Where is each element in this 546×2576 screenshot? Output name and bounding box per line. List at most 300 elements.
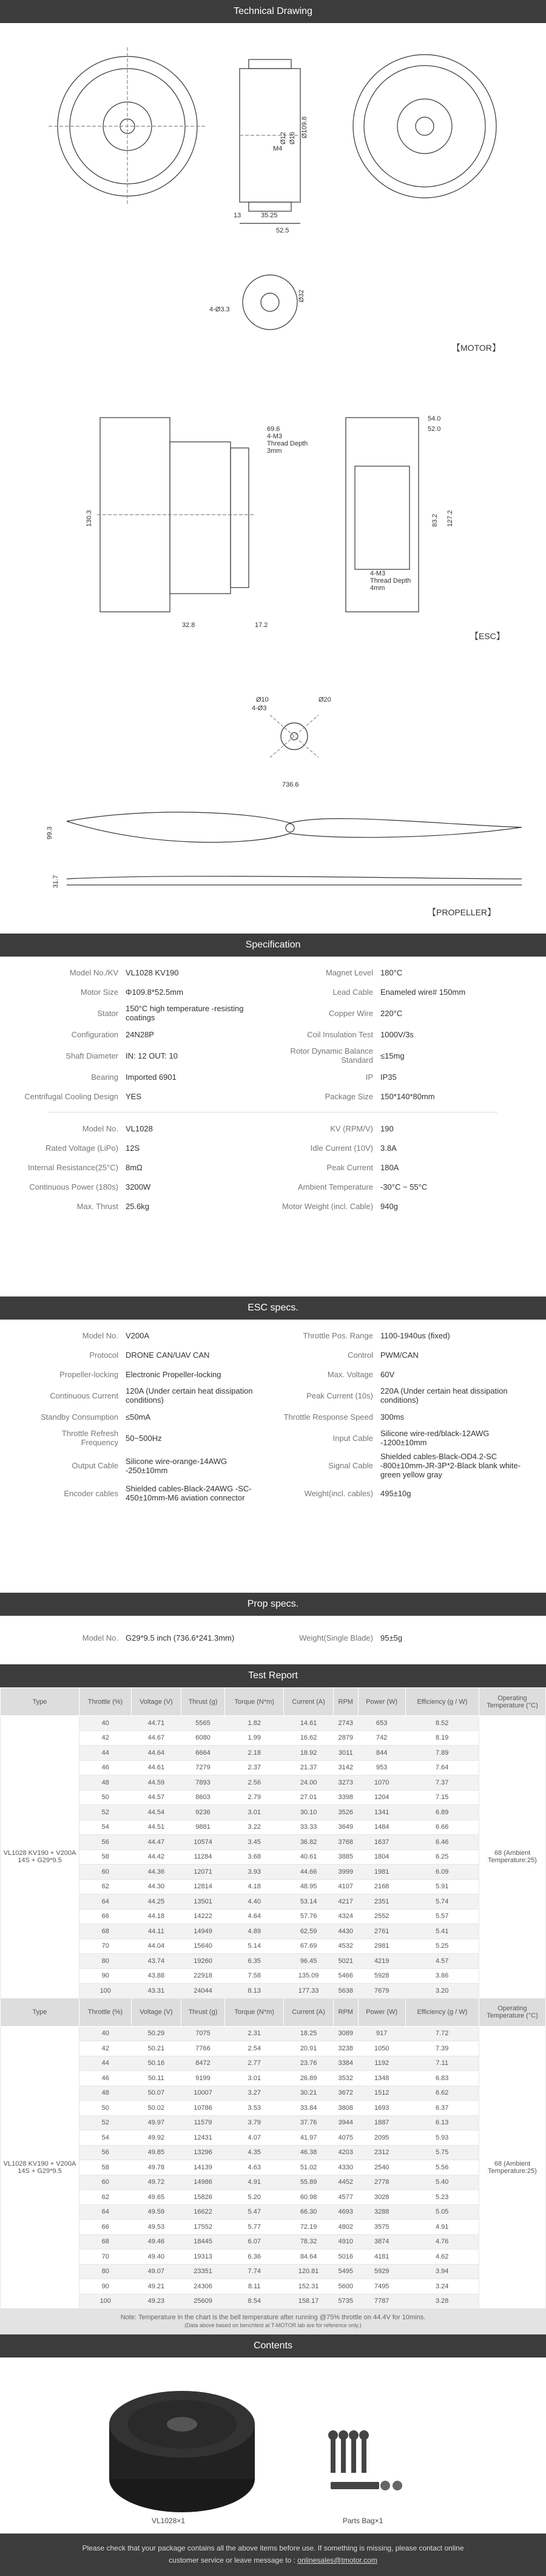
table-cell: 7.11 [405, 2056, 479, 2071]
table-cell: 4693 [333, 2205, 358, 2220]
table-cell: 4324 [333, 1909, 358, 1924]
spec-value: Shielded cables-Black-OD4.2-SC -800±10mm-JR-3P*2-Black blank white-green yellow gray [380, 1452, 521, 1479]
spec-key: Throttle Response Speed [283, 1412, 373, 1422]
table-cell: 5021 [333, 1954, 358, 1969]
table-cell: 8472 [181, 2056, 225, 2071]
table-cell: 66.30 [284, 2205, 334, 2220]
table-cell: 7766 [181, 2041, 225, 2056]
table-row [1, 1968, 546, 1984]
spec-row [24, 1326, 267, 1345]
table-cell: 5600 [333, 2279, 358, 2294]
spec-key: Throttle Refresh Frequency [61, 1429, 118, 1447]
spec-key: Output Cable [72, 1461, 118, 1470]
spec-key: Rated Voltage (LiPo) [46, 1143, 118, 1153]
spec-row [279, 1196, 522, 1216]
spec-key: Model No./KV [69, 968, 118, 977]
table-cell: 23.76 [284, 2056, 334, 2071]
table-cell: 3.93 [225, 1865, 284, 1880]
table-row [1, 2071, 546, 2086]
table-cell: 24306 [181, 2279, 225, 2294]
spec-row [279, 1067, 522, 1086]
spec-row [24, 1628, 267, 1647]
table-cell: 7787 [358, 2294, 405, 2309]
column-header: Power (W) [358, 1688, 405, 1716]
table-cell: 2540 [358, 2160, 405, 2175]
technical-drawing-svg [0, 23, 546, 934]
table-cell: 66 [79, 1909, 132, 1924]
table-cell: 3885 [333, 1849, 358, 1865]
table-cell: 13296 [181, 2145, 225, 2160]
table-cell: 9881 [181, 1820, 225, 1835]
column-header: Power (W) [358, 1998, 405, 2026]
table-cell: 4330 [333, 2160, 358, 2175]
column-header: Thrust (g) [181, 1688, 225, 1716]
spec-value: 220°C [380, 1008, 403, 1018]
motor-dim-52.5: 52.5 [276, 227, 289, 234]
table-cell: 4577 [333, 2190, 358, 2205]
table-cell: 50.07 [131, 2086, 181, 2101]
table-cell: 1887 [358, 2115, 405, 2130]
spec-row [24, 1364, 267, 1384]
table-cell: 2981 [358, 1939, 405, 1954]
table-cell: 44.64 [131, 1746, 181, 1761]
table-cell: 19260 [181, 1954, 225, 1969]
spec-row [24, 1196, 267, 1216]
table-cell: 60.98 [284, 2190, 334, 2205]
table-cell: 6.83 [405, 2071, 479, 2086]
prop-dim-736.6: 736.6 [282, 781, 299, 788]
motor-base-view [243, 275, 297, 330]
table-row [1, 2160, 546, 2175]
table-cell: 7.74 [225, 2264, 284, 2279]
table-cell: 20.91 [284, 2041, 334, 2056]
table-cell: 44.42 [131, 1849, 181, 1865]
table-row [1, 1746, 546, 1761]
table-cell: 46 [79, 1760, 132, 1775]
table-row [1, 2115, 546, 2130]
spec-row [24, 1067, 267, 1086]
table-cell: 6.46 [405, 1835, 479, 1850]
spec-value: PWM/CAN [380, 1350, 419, 1360]
table-cell: 49.78 [131, 2160, 181, 2175]
table-cell: 2168 [358, 1879, 405, 1894]
table-cell: 3.20 [405, 1984, 479, 1999]
table-row [1, 1760, 546, 1775]
table-cell: 2.37 [225, 1760, 284, 1775]
table-cell: 52 [79, 2115, 132, 2130]
table-cell: 6.25 [405, 1849, 479, 1865]
table-cell: 18.92 [284, 1746, 334, 1761]
table-cell: 43.31 [131, 1984, 181, 1999]
table-cell: 50 [79, 1790, 132, 1805]
spec-row [279, 1044, 522, 1067]
spec-value: VL1028 KV190 [126, 968, 179, 977]
table-cell: 16622 [181, 2205, 225, 2220]
table-cell: 4.35 [225, 2145, 284, 2160]
prop-specs-header: Prop specs. [0, 1593, 546, 1616]
table-row [1, 1924, 546, 1939]
table-cell: 4.07 [225, 2130, 284, 2146]
table-cell: 7.37 [405, 1775, 479, 1791]
table-cell: 12431 [181, 2130, 225, 2146]
spec-key: Coil Insulation Test [307, 1029, 373, 1039]
table-cell: 48 [79, 2086, 132, 2101]
table-cell: 56 [79, 1835, 132, 1850]
spec-row [24, 1086, 267, 1106]
table-cell: 6.62 [405, 2086, 479, 2101]
table-cell: 120.81 [284, 2264, 334, 2279]
table-cell: 5466 [333, 1968, 358, 1984]
table-cell: 5.56 [405, 2160, 479, 2175]
motor-rear-view [353, 55, 496, 198]
spec-value: Silicone wire-red/black-12AWG -1200±10mm [380, 1429, 490, 1447]
esc-dim-17.2: 17.2 [255, 622, 268, 629]
spec-value: IN: 12 OUT: 10 [126, 1051, 178, 1060]
table-cell: 46 [79, 2071, 132, 2086]
table-cell: 44.36 [131, 1865, 181, 1880]
table-cell: 49.23 [131, 2294, 181, 2309]
spec-row [24, 1177, 267, 1196]
table-cell: 90 [79, 1968, 132, 1984]
table-cell: 158.17 [284, 2294, 334, 2309]
column-header: Torque (N*m) [225, 1998, 284, 2026]
table-cell: 5.47 [225, 2205, 284, 2220]
spec-row [279, 982, 522, 1002]
table-row [1, 1894, 546, 1910]
table-cell: 3999 [333, 1865, 358, 1880]
spec-value: 1100-1940us (fixed) [380, 1330, 450, 1340]
table-cell: 2552 [358, 1909, 405, 1924]
table-cell: 3.86 [405, 1968, 479, 1984]
motor-dim-12: Ø12 [280, 132, 287, 144]
table-cell: 3526 [333, 1805, 358, 1820]
table-cell: 44.47 [131, 1835, 181, 1850]
spec-value: 180°C [380, 968, 403, 977]
prop-dim-20: Ø20 [318, 696, 331, 703]
table-cell: 68 [79, 1924, 132, 1939]
table-cell: 50.02 [131, 2101, 181, 2116]
table-cell: 19313 [181, 2249, 225, 2265]
motor-spec2-grid [24, 1119, 522, 1216]
spec-key: Internal Resistance(25°C) [28, 1162, 118, 1172]
table-cell: 2.18 [225, 1746, 284, 1761]
note-line-1: Note: Temperature in the chart is the bell temperature after running @75% throttle on 44.4V for 10mins. [120, 2314, 426, 2321]
table-cell: 7.15 [405, 1790, 479, 1805]
table-cell: 1.82 [225, 1716, 284, 1731]
table-cell: 70 [79, 2249, 132, 2265]
table-cell: 44.11 [131, 1924, 181, 1939]
table-cell: 10007 [181, 2086, 225, 2101]
table-cell: 653 [358, 1716, 405, 1731]
table-cell: 3142 [333, 1760, 358, 1775]
table-cell: 4532 [333, 1939, 358, 1954]
table-cell: 2.79 [225, 1790, 284, 1805]
column-header: Thrust (g) [181, 1998, 225, 2026]
spec-key: Throttle Pos. Range [303, 1330, 373, 1340]
table-cell: 6.89 [405, 1805, 479, 1820]
spec-key: Continuous Power (180s) [29, 1182, 118, 1191]
table-cell: 3944 [333, 2115, 358, 2130]
table-cell: 7.39 [405, 2041, 479, 2056]
spec-key: Max. Thrust [76, 1201, 118, 1211]
table-cell: 3238 [333, 2041, 358, 2056]
table-cell: 48 [79, 1775, 132, 1791]
table-cell: 49.07 [131, 2264, 181, 2279]
table-cell: 3.28 [405, 2294, 479, 2309]
table-cell: 3575 [358, 2220, 405, 2235]
table-cell: 6.09 [405, 1865, 479, 1880]
table-row [1, 2175, 546, 2190]
table-cell: 50.16 [131, 2056, 181, 2071]
table-cell: 13501 [181, 1894, 225, 1910]
table-cell: 7.89 [405, 1746, 479, 1761]
spec-value: VL1028 [126, 1124, 153, 1133]
table-cell: 1192 [358, 2056, 405, 2071]
spec-value: Enameled wire# 150mm [380, 987, 466, 997]
table-cell: 1512 [358, 2086, 405, 2101]
table-cell: 40.61 [284, 1849, 334, 1865]
column-header: Throttle (%) [79, 1998, 132, 2026]
table-row [1, 2279, 546, 2294]
table-cell: 3.22 [225, 1820, 284, 1835]
table-cell: 5928 [358, 1968, 405, 1984]
spec-key: Max. Voltage [327, 1369, 373, 1379]
table-cell: 24044 [181, 1984, 225, 1999]
column-header: Current (A) [284, 1688, 334, 1716]
table-cell: 5565 [181, 1716, 225, 1731]
table-cell: 2095 [358, 2130, 405, 2146]
spec-value: 3200W [126, 1182, 151, 1191]
table-row [1, 2026, 546, 2041]
table-cell: 44.51 [131, 1820, 181, 1835]
table-cell: 8.54 [225, 2294, 284, 2309]
spec-row [24, 1345, 267, 1364]
table-cell: 5016 [333, 2249, 358, 2265]
spec-value: 190 [380, 1124, 394, 1133]
table-cell: 5638 [333, 1984, 358, 1999]
spec-value: YES [126, 1091, 142, 1101]
spec-row [279, 1449, 522, 1482]
table-cell: 917 [358, 2026, 405, 2041]
table-row [1, 1909, 546, 1924]
table-cell: 5.23 [405, 2190, 479, 2205]
spec-divider [49, 1112, 497, 1113]
table-cell: 44.18 [131, 1909, 181, 1924]
table-cell: 3672 [333, 2086, 358, 2101]
spec-row [24, 1044, 267, 1067]
table-row [1, 2101, 546, 2116]
esc-spec-grid [24, 1326, 522, 1505]
table-cell: 80 [79, 2264, 132, 2279]
table-cell: 3.01 [225, 2071, 284, 2086]
specification-section [0, 957, 546, 1296]
motor-front-view [49, 47, 206, 205]
table-cell: 4107 [333, 1879, 358, 1894]
table-cell: 1204 [358, 1790, 405, 1805]
table-cell: 14.61 [284, 1716, 334, 1731]
spec-value: ≤15mg [380, 1051, 405, 1060]
table-cell: 2.54 [225, 2041, 284, 2056]
contents-illustration [0, 2357, 546, 2534]
table-cell: 60 [79, 2175, 132, 2190]
table-cell: 3532 [333, 2071, 358, 2086]
table-cell: 27.01 [284, 1790, 334, 1805]
motor-dim-13: 13 [234, 212, 241, 219]
table-cell: 100 [79, 1984, 132, 1999]
spec-value: 3.8A [380, 1143, 397, 1153]
table-cell: 5.93 [405, 2130, 479, 2146]
table-cell: 49.53 [131, 2220, 181, 2235]
table-cell: 1804 [358, 1849, 405, 1865]
table-cell: 8.13 [225, 1984, 284, 1999]
table-cell: 7.72 [405, 2026, 479, 2041]
table-cell: 25609 [181, 2294, 225, 2309]
spec-key: Continuous Current [50, 1391, 118, 1400]
table-cell: 3273 [333, 1775, 358, 1791]
table-cell: 62.59 [284, 1924, 334, 1939]
table-cell: 9199 [181, 2071, 225, 2086]
table-cell: 4203 [333, 2145, 358, 2160]
table-cell: 1050 [358, 2041, 405, 2056]
spec-row [279, 1025, 522, 1044]
table-cell: 177.33 [284, 1984, 334, 1999]
esc-specs-header: ESC specs. [0, 1296, 546, 1320]
motor-product-image [109, 2391, 255, 2512]
spec-value: V200A [126, 1330, 150, 1340]
table-cell: 5.77 [225, 2220, 284, 2235]
table-cell: 18445 [181, 2234, 225, 2249]
table-cell: 40 [79, 2026, 132, 2041]
table-cell: 67.69 [284, 1939, 334, 1954]
spec-row [24, 963, 267, 982]
column-header: Voltage (V) [131, 1688, 181, 1716]
table-cell: 49.92 [131, 2130, 181, 2146]
table-cell: 7075 [181, 2026, 225, 2041]
table-row [1, 2145, 546, 2160]
motor-dim-m4: M4 [273, 145, 283, 152]
esc-top-view [97, 418, 255, 612]
table-cell: 14986 [181, 2175, 225, 2190]
esc-dim-127.2: 127.2 [447, 510, 454, 527]
spec-key: Peak Current [326, 1162, 373, 1172]
table-cell: 50.11 [131, 2071, 181, 2086]
spec-row [24, 1449, 267, 1482]
spec-row [24, 1158, 267, 1177]
table-cell: 49.97 [131, 2115, 181, 2130]
spec-key: Peak Current (10s) [306, 1391, 373, 1400]
table-cell: 3.79 [225, 2115, 284, 2130]
spec-key: Motor Weight (incl. Cable) [281, 1201, 373, 1211]
spec-row [279, 1086, 522, 1106]
spec-row [24, 1384, 267, 1407]
table-cell: 17552 [181, 2220, 225, 2235]
table-cell: 4.91 [225, 2175, 284, 2190]
table-cell: 66 [79, 2220, 132, 2235]
contents-header: Contents [0, 2334, 546, 2357]
spec-value: IP35 [380, 1072, 397, 1082]
motor-dim-4-3.3: 4-Ø3.3 [209, 306, 230, 313]
table-cell: 152.31 [284, 2279, 334, 2294]
table-cell: 5929 [358, 2264, 405, 2279]
spec-key: Package Size [325, 1091, 373, 1101]
table-row [1, 2086, 546, 2101]
table-cell: 72.19 [284, 2220, 334, 2235]
table-cell: 58 [79, 2160, 132, 2175]
spec-key: Idle Current (10V) [310, 1143, 373, 1153]
contents-item-1: VL1028×1 [152, 2517, 186, 2525]
table-cell: 5.41 [405, 1924, 479, 1939]
spec-key: Lead Cable [332, 987, 373, 997]
propeller-hub-detail [270, 715, 318, 758]
table-cell: 21.37 [284, 1760, 334, 1775]
table-row [1, 1820, 546, 1835]
table-cell: 844 [358, 1746, 405, 1761]
table-cell: 58 [79, 1849, 132, 1865]
table-cell: 4.57 [405, 1954, 479, 1969]
motor-dim-16: Ø16 [289, 132, 296, 144]
table-cell: 54 [79, 1820, 132, 1835]
table-cell: 2312 [358, 2145, 405, 2160]
spec-value: 60V [380, 1369, 395, 1379]
table-cell: 51.02 [284, 2160, 334, 2175]
table-row [1, 2190, 546, 2205]
table-cell: 90 [79, 2279, 132, 2294]
table-cell: 4910 [333, 2234, 358, 2249]
esc-thread-depth: Thread Depth [267, 440, 308, 447]
table-cell: 3808 [333, 2101, 358, 2116]
table-header-row [1, 1688, 546, 1716]
table-cell: 4430 [333, 1924, 358, 1939]
table-cell: 3288 [358, 2205, 405, 2220]
spec-value: DRONE CAN/UAV CAN [126, 1350, 210, 1360]
table-cell: 68 [79, 2234, 132, 2249]
support-email-link[interactable]: onlinesales@tmotor.com [297, 2556, 377, 2564]
table-cell: 7495 [358, 2279, 405, 2294]
table-cell: 4.18 [225, 1879, 284, 1894]
spec-key: Model No. [82, 1124, 118, 1133]
table-cell: 41.97 [284, 2130, 334, 2146]
table-cell: 3.53 [225, 2101, 284, 2116]
spec-value: 150*140*80mm [380, 1091, 435, 1101]
table-cell: 49.72 [131, 2175, 181, 2190]
table-row [1, 2041, 546, 2056]
table-cell: 49.40 [131, 2249, 181, 2265]
spec-row [279, 1119, 522, 1138]
spec-key: Weight(Single Blade) [299, 1633, 373, 1642]
table-cell: 135.09 [284, 1968, 334, 1984]
table-cell: 5495 [333, 2264, 358, 2279]
spec-row [279, 1158, 522, 1177]
table-row [1, 1730, 546, 1746]
table-cell: 3768 [333, 1835, 358, 1850]
table-cell: 2761 [358, 1924, 405, 1939]
spec-key: Input Cable [332, 1433, 373, 1443]
table-cell: 10786 [181, 2101, 225, 2116]
table-cell: 24.00 [284, 1775, 334, 1791]
spec-row [24, 1025, 267, 1044]
spec-key: Protocol [89, 1350, 118, 1360]
table-cell: 3028 [358, 2190, 405, 2205]
table-cell: 43.88 [131, 1968, 181, 1984]
esc-dim-52.0: 52.0 [428, 425, 441, 433]
table-cell: 5.25 [405, 1939, 479, 1954]
footer [0, 2534, 546, 2576]
spec-key: Model No. [82, 1633, 118, 1642]
spec-key: Standby Consumption [41, 1412, 118, 1422]
table-cell: 44.54 [131, 1805, 181, 1820]
table-cell: 36.82 [284, 1835, 334, 1850]
spec-value: Φ109.8*52.5mm [126, 987, 183, 997]
